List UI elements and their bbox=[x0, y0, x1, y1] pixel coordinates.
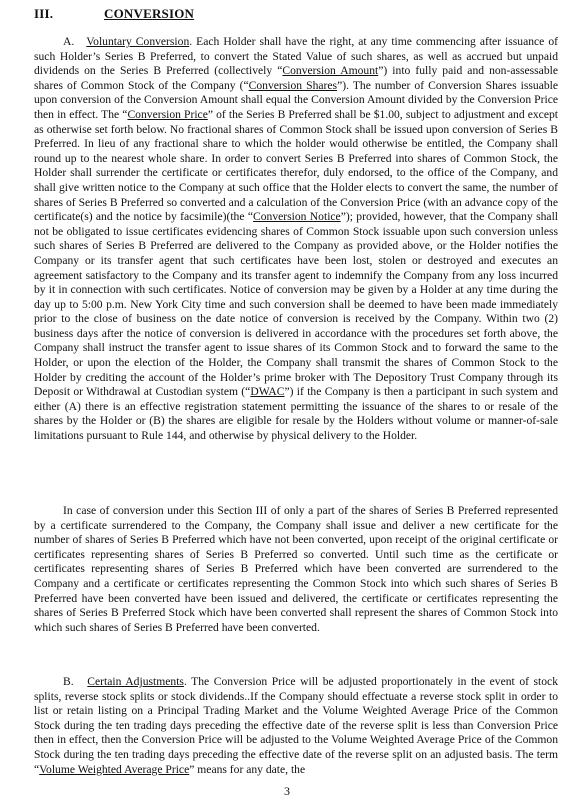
paragraph-a-text-2: ”) into fully paid and non-assessable shares of Common Stock of the Company (“ bbox=[34, 64, 558, 92]
defined-term-conversion-amount: Conversion Amount bbox=[282, 64, 379, 78]
defined-term-conversion-notice: Conversion Notice bbox=[253, 210, 341, 224]
defined-term-dwac: DWAC bbox=[250, 385, 285, 399]
paragraph-a-heading: Voluntary Conversion bbox=[86, 35, 190, 48]
paragraph-b-heading: Certain Adjustments bbox=[87, 675, 184, 688]
paragraph-a-text-5: ”); provided, however, that the Company shall not be obligated to issue certificates evidencing shares of Common Stock issuable upon such conversion unless such shares of Series B Preferred are delivered to the Company as provided above, or the Holder notifies the Company or its transfer agent that such certificates have been lost, stolen or destroyed and executes an agreement satisfactory to the Company and its transfer agent to indemnify the Company from any loss incurred by it in connection with such certificates. Notice of conversion may be given by a Holder at any time during the day up to 5:00 p.m. New York City time and such conversion shall be deemed to have been made immediately prior to the close of business on the date notice of conversion is received by the Company. Within two (2) business days after the notice of conversion is delivered in accordance with the procedures set forth above, the Company shall instruct the transfer agent to issue shares of its Common Stock and to forward the same to the Holder, or upon the election of the Holder, the Company shall transmit the shares of Common Stock to the Holder by crediting the account of the Holder’s prime broker with The Depository Trust Company through its Deposit or Withdrawal at Custodian system (“ bbox=[34, 210, 559, 399]
paragraph-a-text-3: ”). The number of Conversion Shares issuable upon conversion of the Conversion Amount shall equal the Conversion Amount divided by the Conversion Price then in effect. The “ bbox=[34, 78, 559, 121]
defined-term-conversion-shares: Conversion Shares bbox=[248, 78, 338, 92]
paragraph-a-text-1: . Each Holder shall have the right, at any time commencing after issuance of such Holder’s Series B Preferred, to convert the Stated Value of such shares, as well as accrued but unpaid dividends on the Series B Preferred (collectively “ bbox=[34, 35, 558, 78]
paragraph-certain-adjustments bbox=[34, 675, 558, 777]
section-heading bbox=[34, 7, 194, 22]
section-title: CONVERSION bbox=[104, 6, 195, 21]
paragraph-voluntary-conversion bbox=[34, 35, 558, 444]
paragraph-a-text-6: ”) if the Company is then a participant in such system and either (A) there is an effective registration statement permitting the issuance of the shares to or resale of the shares by the Holder or (B) the shares are eligible for resale by the Holders without volume or manner-of-sale limitations pursuant to Rule 144, and otherwise by physical delivery to the Holder. bbox=[34, 385, 558, 443]
paragraph-b-text-1: . The Conversion Price will be adjusted proportionately in the event of stock splits, reverse stock splits or stock dividends..If the Company should effectuate a reverse stock split in order to list or retain listing on a Principal Trading Market and the Volume Weighted Average Price of the Common Stock during the ten trading days preceding the effective date of the reverse split is less than Conversion Price then in effect, then the Conversion Price will be adjusted to the Volume Weighted Average Price of the Common Stock during the ten trading days preceding the effective date of the reverse split on an adjusted basis. The term “ bbox=[34, 675, 558, 776]
paragraph-partial-conversion bbox=[34, 504, 558, 635]
paragraph-a-text-4: ” of the Series B Preferred shall be $1.00, subject to adjustment and except as otherwise set forth below. No fractional shares of Common Stock shall be issued upon conversion of Series B Preferred. In lieu of any fractional share to which the holder would otherwise be entitled, the Company shall round up to the nearest whole share. In order to convert Series B Preferred into shares of Common Stock, the Holder shall surrender the certificate or certificates therefor, duly endorsed, to the office of the Company, and shall give written notice to the Company at such office that the Holder elects to convert the same, the number of shares of Series B Preferred so converted and a calculation of the Conversion Price (with an advance copy of the certificate(s) and the notice by facsimile)(the “ bbox=[34, 107, 558, 224]
section-number: III. bbox=[34, 6, 54, 21]
defined-term-conversion-price: Conversion Price bbox=[127, 107, 208, 121]
paragraph-a-label: A. bbox=[63, 35, 75, 48]
page-number: 3 bbox=[284, 784, 290, 798]
paragraph-b-label: B. bbox=[63, 675, 74, 688]
paragraph-b-text-2: ” means for any date, the bbox=[189, 762, 306, 776]
paragraph-partial-text: In case of conversion under this Section III of only a part of the shares of Series B Preferred represented by a certificate surrendered to the Company, the Company shall issue and deliver a new certificate for the number of shares of Series B Preferred which have not been converted, upon receipt of the original certificate or certificates representing shares of Series B Preferred so converted. Until such time as the certificate or certificates representing shares of Series B Preferred which have been converted are surrendered to the Company and a certificate or certificates representing the Common Stock into which such shares of Series B Preferred have been converted have been issued and delivered, the certificate or certificates representing the shares of Series B Preferred Stock which have been converted shall represent the shares of Common Stock into which such shares of Series B Preferred have been converted. bbox=[34, 504, 558, 634]
defined-term-vwap: Volume Weighted Average Price bbox=[39, 762, 190, 776]
